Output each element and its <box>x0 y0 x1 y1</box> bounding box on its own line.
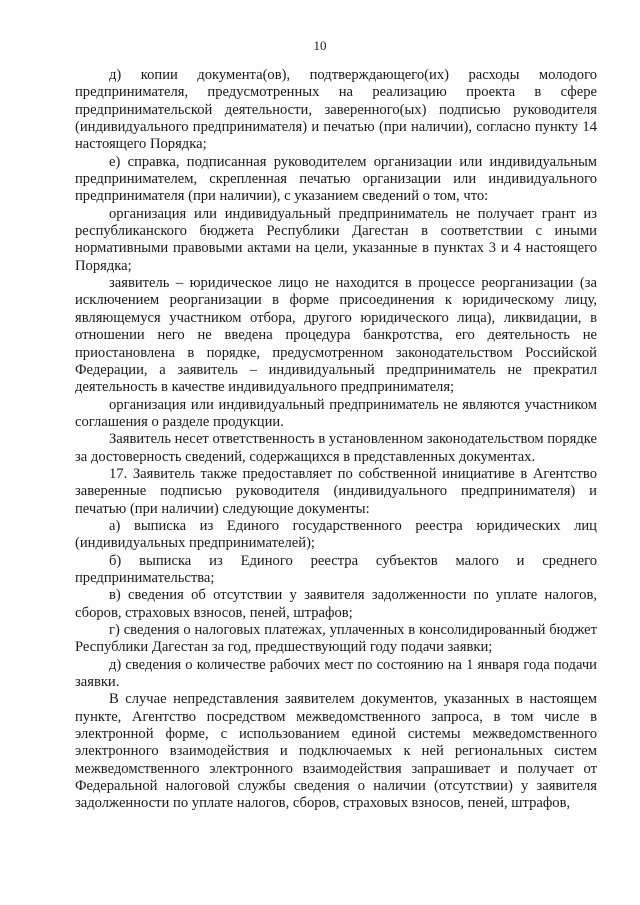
document-body <box>75 67 597 813</box>
paragraph-interagency-request: В случае непредставления заявителем документов, указанных в настоящем пункте, Агентство посредством межведомственного запроса, в том числе в электронной форме, с использованием единой системы межведомственного электронного взаимодействия и подключаемых к ней региональных систем межведомственного электронного взаимодействия запрашивает и получает от Федеральной налоговой службы сведения о наличии (отсутствии) у заявителя задолженности по уплате налогов, сборов, страховых взносов, пеней, штрафов, <box>75 691 597 812</box>
paragraph-g-tax-payments: г) сведения о налоговых платежах, уплаченных в консолидированный бюджет Республики Дагестан за год, предшествующий году подачи заявки; <box>75 622 597 656</box>
paragraph-no-reorganization: заявитель – юридическое лицо не находится в процессе реорганизации (за исключением реорганизации в форме присоединения к юридическому лицу, являющемуся участником отбора, другого юридического лица), ликвидации, в отношении него не введена процедура банкротства, его деятельность не приостановлена в порядке, предусмотренном законодательством Российской Федерации, а заявитель – индивидуальный предприниматель не прекратил деятельность в качестве индивидуального предпринимателя; <box>75 275 597 396</box>
paragraph-v-no-debt: в) сведения об отсутствии у заявителя задолженности по уплате налогов, сборов, страховых взносов, пеней, штрафов; <box>75 587 597 621</box>
paragraph-b-sme-registry: б) выписка из Единого реестра субъектов малого и среднего предпринимательства; <box>75 552 597 586</box>
paragraph-no-grant: организация или индивидуальный предприниматель не получает грант из республиканского бюджета Республики Дагестан в соответствии с иными нормативными правовыми актами на цели, указанные в пунктах 3 и 4 настоящего Порядка; <box>75 205 597 274</box>
paragraph-17-intro: 17. Заявитель также предоставляет по собственной инициативе в Агентство заверенные подписью руководителя (индивидуального предпринимателя) и печатью (при наличии) следующие документы: <box>75 465 597 517</box>
paragraph-production-sharing: организация или индивидуальный предприниматель не являются участником соглашения о разделе продукции. <box>75 396 597 430</box>
paragraph-responsibility: Заявитель несет ответственность в установленном законодательством порядке за достоверность сведений, содержащихся в представленных документах. <box>75 431 597 465</box>
paragraph-d-expense-documents: д) копии документа(ов), подтверждающего(их) расходы молодого предпринимателя, предусмотренных на реализацию проекта в сфере предпринимательской деятельности, заверенного(ых) подписью руководителя (индивидуального предпринимателя) и печатью (при наличии), согласно пункту 14 настоящего Порядка; <box>75 67 597 153</box>
page-number: 10 <box>313 38 327 53</box>
paragraph-d-jobs: д) сведения о количестве рабочих мест по состоянию на 1 января года подачи заявки. <box>75 656 597 691</box>
paragraph-a-registry-extract: а) выписка из Единого государственного реестра юридических лиц (индивидуальных предпринимателей); <box>75 517 597 552</box>
paragraph-e-certificate: е) справка, подписанная руководителем организации или индивидуальным предпринимателем, скрепленная печатью организации или индивидуального предпринимателя (при наличии), с указанием сведений о том, что: <box>75 153 597 205</box>
